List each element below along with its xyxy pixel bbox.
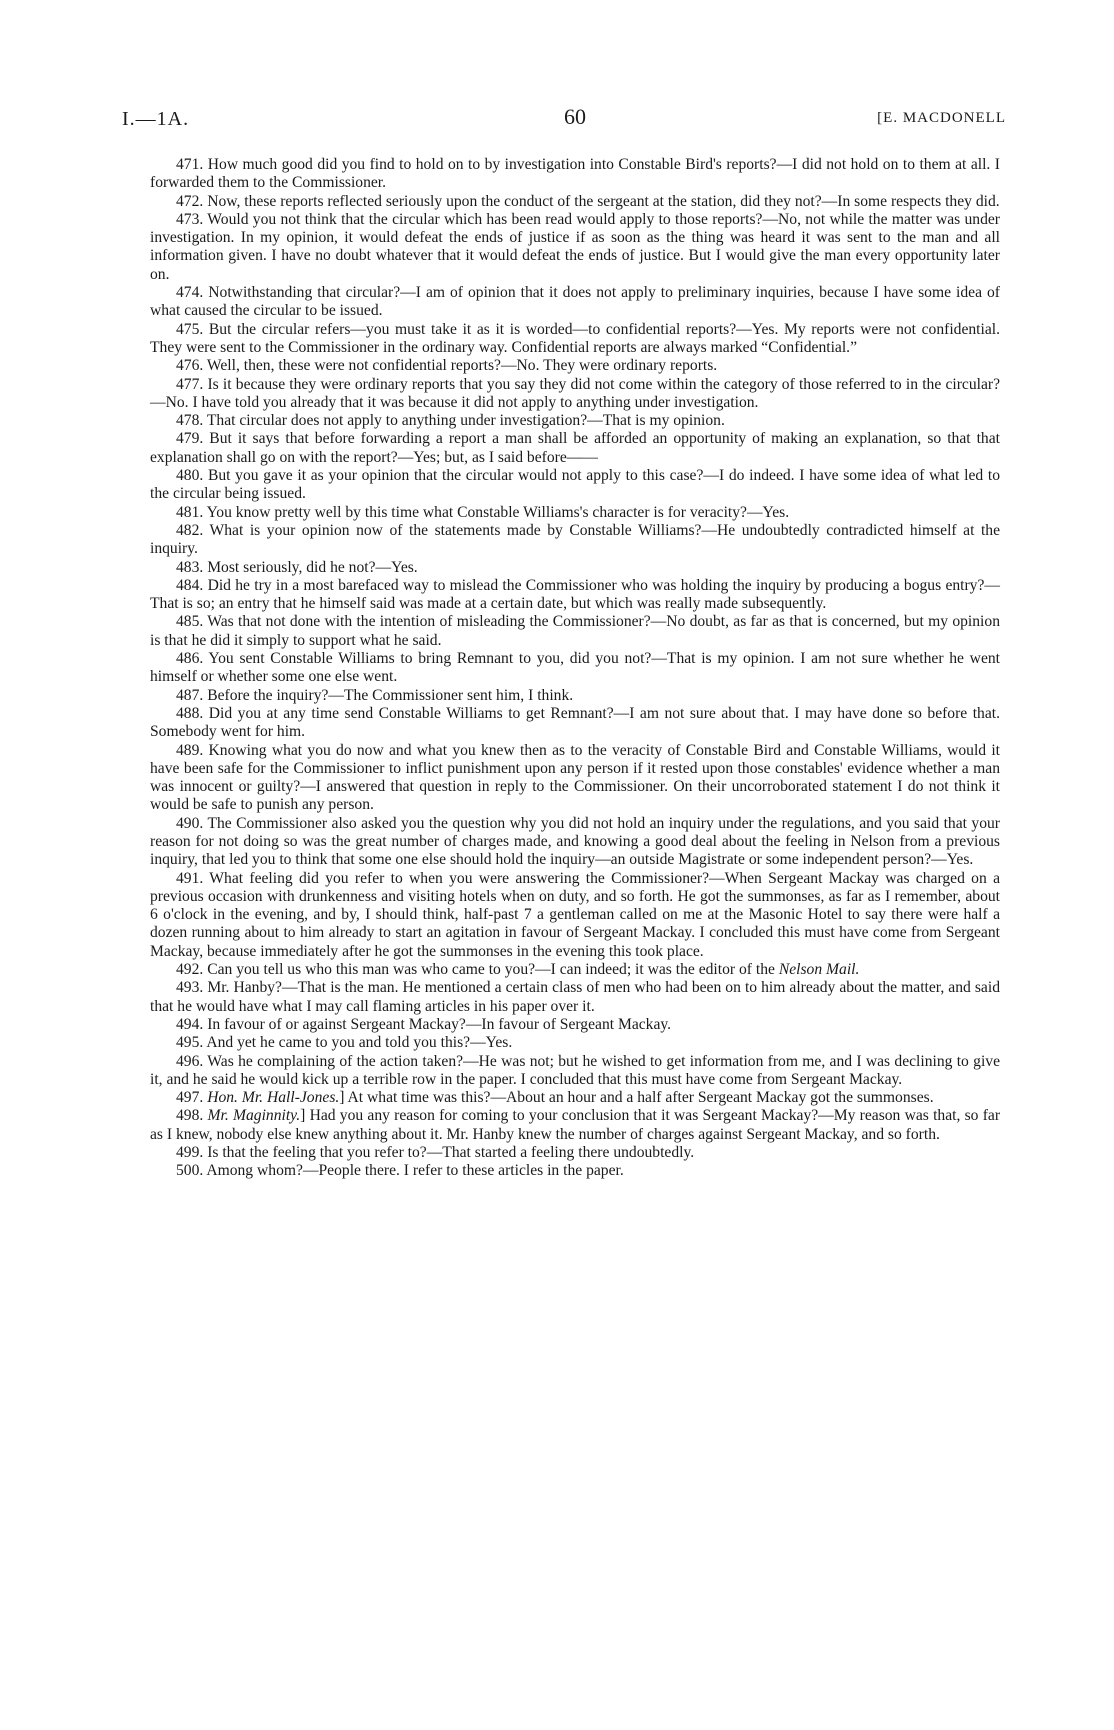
page-number: 60 (564, 104, 586, 129)
question-479: 479. But it says that before forwarding a report a man shall be afforded an opportunity of making an explanation, so that that explanation shall go on with the report?—Yes; but, as I said before—— (150, 430, 1000, 466)
question-497-text: ] At what time was this?—About an hour and a half after Sergeant Mackay got the summonses. (339, 1089, 934, 1107)
question-483: 483. Most seriously, did he not?—Yes. (176, 558, 418, 576)
question-480: 480. But you gave it as your opinion that the circular would not apply to this case?—I do indeed. I have some idea of what led to the circular being issued. (150, 467, 1000, 503)
question-485: 485. Was that not done with the intention of misleading the Commissioner?—No doubt, as far as that is concerned, but my opinion is that he did it simply to support what he said. (150, 613, 1000, 649)
question-476: 476. Well, then, these were not confidential reports?—No. They were ordinary reports. (176, 357, 718, 375)
question-492-text: 492. Can you tell us who this man was who came to you?—I can indeed; it was the editor of the (176, 961, 779, 979)
question-475: 475. But the circular refers—you must take it as it is worded—to confidential reports?—Yes. My reports were not confidential. They were sent to the Commissioner in the ordinary way. Confidential reports are always marked “Confidential.” (150, 320, 1000, 356)
question-496: 496. Was he complaining of the action taken?—He was not; but he wished to get information from me, and I was declining to give it, and he said he would kick up a terrible row in the paper. I concluded that this must have come from Sergeant Mackay. (150, 1052, 1000, 1088)
question-484: 484. Did he try in a most barefaced way to mislead the Commissioner who was holding the inquiry by producing a bogus entry?—That is so; an entry that he himself said was made at a certain date, but which was really made subsequently. (150, 576, 1000, 613)
question-498-text: ] Had you any reason for coming to your conclusion that it was Sergeant Mackay?—My reason was that, so far as I knew, nobody else knew anything about it. Mr. Hanby knew the number of charges against Sergeant Mackay, and so forth. (150, 1107, 1001, 1143)
question-473: 473. Would you not think that the circular which has been read would apply to those reports?—No, not while the matter was under investigation. In my opinion, it would defeat the ends of justice if as soon as the thing was heard it was sent to the man and all information given. I have no doubt whatever that it would defeat the ends of justice. But I would give the man every opportunity later on. (150, 210, 1000, 283)
question-499: 499. Is that the feeling that you refer to?—That started a feeling there undoubtedly. (176, 1144, 695, 1162)
question-498 (150, 1107, 1000, 1144)
question-493: 493. Mr. Hanby?—That is the man. He mentioned a certain class of men who had been on to him already about the matter, and said that he would have what I may call flaming articles in his paper over it. (150, 979, 1000, 1015)
question-474: 474. Notwithstanding that circular?—I am of opinion that it does not apply to preliminary inquiries, because I have some idea of what caused the circular to be issued. (150, 284, 1000, 320)
paper-reference: I.—1A. (122, 108, 190, 130)
question-488: 488. Did you at any time send Constable Williams to get Remnant?—I am not sure about that. I may have done so before that. Somebody went for him. (150, 704, 1000, 741)
questioner-name: Mr. Maginnity. (207, 1107, 301, 1125)
questioner-name: Hon. Mr. Hall-Jones. (207, 1089, 340, 1107)
question-487: 487. Before the inquiry?—The Commissioner sent him, I think. (176, 686, 574, 704)
newspaper-name: Nelson Mail. (778, 961, 860, 979)
question-477: 477. Is it because they were ordinary reports that you say they did not come within the category of those referred to in the circular?—No. I have told you already that it was because it did not apply to anything under investigation. (150, 375, 1000, 411)
witness-name: [E. MACDONELL (877, 110, 1006, 126)
question-500: 500. Among whom?—People there. I refer to these articles in the paper. (176, 1162, 624, 1180)
question-472: 472. Now, these reports reflected seriously upon the conduct of the sergeant at the station, did they not?—In some respects they did. (176, 192, 1000, 210)
question-498-number: 498. (176, 1107, 208, 1125)
question-492 (150, 961, 1000, 979)
page-header (122, 104, 1006, 142)
question-486: 486. You sent Constable Williams to bring Remnant to you, did you not?—That is my opinion. I am not sure whether he went himself or whether some one else went. (150, 650, 1000, 686)
question-481: 481. You know pretty well by this time what Constable Williams's character is for veracity?—Yes. (176, 503, 790, 521)
document-page (122, 104, 1006, 1181)
question-489: 489. Knowing what you do now and what you knew then as to the veracity of Constable Bird and Constable Williams, would it have been safe for the Commissioner to inflict punishment upon any person if it rested upon those constables' evidence whether a man was innocent or guilty?—I answered that question in reply to the Commissioner. On their uncorroborated statement I do not think it would be safe to punish any person. (150, 741, 1000, 814)
question-497-number: 497. (176, 1089, 208, 1107)
question-482: 482. What is your opinion now of the statements made by Constable Williams?—He undoubtedly contradicted himself at the inquiry. (150, 521, 1000, 558)
question-478: 478. That circular does not apply to anything under investigation?—That is my opinion. (176, 412, 725, 430)
question-471: 471. How much good did you find to hold on to by investigation into Constable Bird's reports?—I did not hold on to them at all. I forwarded them to the Commissioner. (150, 156, 1000, 192)
question-495: 495. And yet he came to you and told you this?—Yes. (176, 1034, 513, 1052)
question-494: 494. In favour of or against Sergeant Mackay?—In favour of Sergeant Mackay. (176, 1015, 672, 1033)
question-491: 491. What feeling did you refer to when you were answering the Commissioner?—When Sergeant Mackay was charged on a previous occasion with drunkenness and visiting hotels when on duty, and so forth. He got the summonses, as far as I remember, about 6 o'clock in the evening, and by, I should think, half-past 7 a gentleman called on me at the Masonic Hotel to say there were half a dozen running about to him already to start an agitation in favour of Sergeant Mackay. I concluded this must have come from Sergeant Mackay, because immediately after he got the summonses in the evening this took place. (150, 869, 1000, 960)
question-490: 490. The Commissioner also asked you the question why you did not hold an inquiry under the regulations, and you said that your reason for not doing so was the great number of charges made, and knowing a good deal about the feeling in Nelson from a previous inquiry, that led you to think that some one else should hold the inquiry—an outside Magistrate or some independent person?—Yes. (150, 814, 1000, 869)
transcript-body (150, 156, 1000, 1181)
question-497 (150, 1089, 1000, 1107)
